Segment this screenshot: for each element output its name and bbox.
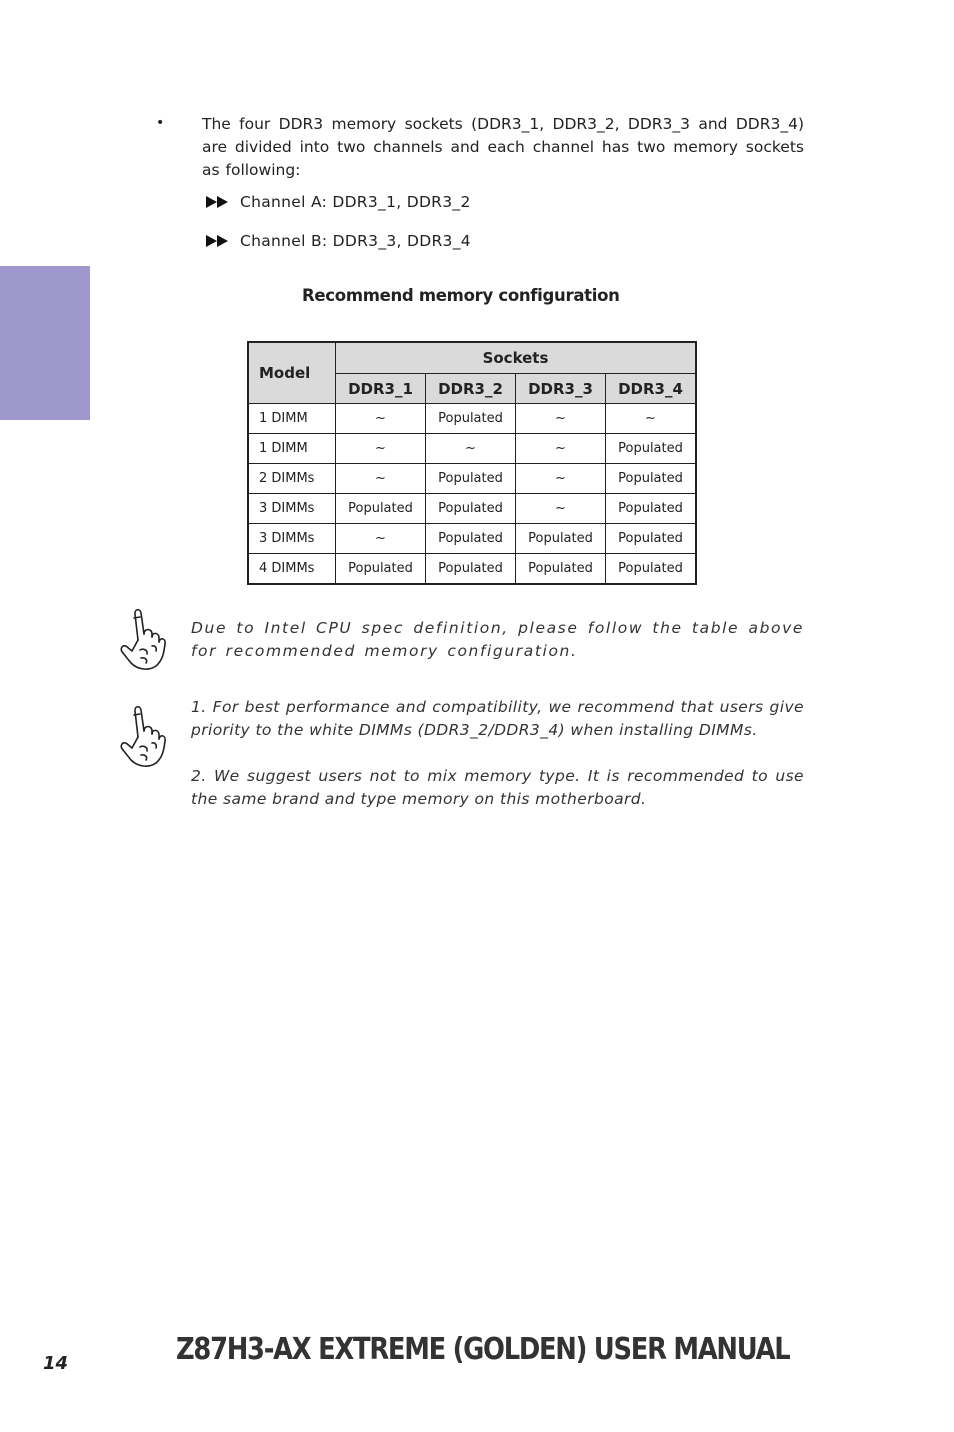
table-cell: ~ <box>516 434 606 464</box>
table-cell: Populated <box>516 524 606 554</box>
memory-config-table <box>247 341 697 585</box>
column-header: DDR3_4 <box>606 374 697 404</box>
table-cell: Populated <box>606 554 697 585</box>
table-row <box>248 554 696 585</box>
table-title: Recommend memory configuration <box>302 286 620 305</box>
table-cell: Populated <box>606 464 697 494</box>
table-row <box>248 494 696 524</box>
table-cell: ~ <box>336 434 426 464</box>
note-mix-memory: 2. We suggest users not to mix memory type. It is recommended to use the same brand and type memory on this motherboard. <box>191 767 804 808</box>
bullet-icon: • <box>156 115 165 131</box>
note-intel-spec: Due to Intel CPU spec definition, please follow the table above for recommended memory configuration. <box>191 619 804 660</box>
row-model: 3 DIMMs <box>248 494 336 524</box>
column-header: DDR3_3 <box>516 374 606 404</box>
table-cell: Populated <box>426 494 516 524</box>
channel-b-text: Channel B: DDR3_3, DDR3_4 <box>240 232 471 250</box>
channel-a-line <box>206 193 471 211</box>
table-cell: Populated <box>606 524 697 554</box>
row-model: 1 DIMM <box>248 434 336 464</box>
table-cell: ~ <box>426 434 516 464</box>
manual-title: Z87H3-AX EXTREME (GOLDEN) USER MANUAL <box>176 1332 790 1367</box>
table-row <box>248 404 696 434</box>
table-cell: ~ <box>516 494 606 524</box>
table-cell: ~ <box>336 464 426 494</box>
sockets-header: Sockets <box>336 342 697 374</box>
double-arrow-icon <box>206 235 228 247</box>
table-cell: ~ <box>516 464 606 494</box>
pointing-hand-icon <box>118 606 172 672</box>
table-cell: Populated <box>606 434 697 464</box>
row-model: 1 DIMM <box>248 404 336 434</box>
table-cell: ~ <box>606 404 697 434</box>
table-cell: Populated <box>516 554 606 585</box>
table-cell: Populated <box>426 524 516 554</box>
intro-text: The four DDR3 memory sockets (DDR3_1, DDR3_2, DDR3_3 and DDR3_4) are divided into two channels and each channel has two memory sockets as following: <box>202 115 804 179</box>
table-row <box>248 524 696 554</box>
row-model: 2 DIMMs <box>248 464 336 494</box>
note-white-dimms: 1. For best performance and compatibility, we recommend that users give priority to the white DIMMs (DDR3_2/DDR3_4) when installing DIMMs. <box>191 698 804 739</box>
table-cell: ~ <box>516 404 606 434</box>
double-arrow-icon <box>206 196 228 208</box>
table-row <box>248 464 696 494</box>
pointing-hand-icon <box>118 703 172 769</box>
intro-bullet <box>156 113 804 182</box>
column-header: DDR3_1 <box>336 374 426 404</box>
channel-a-text: Channel A: DDR3_1, DDR3_2 <box>240 193 471 211</box>
table-cell: Populated <box>336 494 426 524</box>
column-header: DDR3_2 <box>426 374 516 404</box>
table-cell: Populated <box>606 494 697 524</box>
table-cell: Populated <box>426 464 516 494</box>
table-cell: Populated <box>426 404 516 434</box>
side-tab-marker <box>0 266 90 420</box>
table-cell: Populated <box>426 554 516 585</box>
table-cell: Populated <box>336 554 426 585</box>
table-row <box>248 434 696 464</box>
channel-b-line <box>206 232 471 250</box>
table-cell: ~ <box>336 524 426 554</box>
row-model: 3 DIMMs <box>248 524 336 554</box>
page-number: 14 <box>43 1353 69 1374</box>
row-model: 4 DIMMs <box>248 554 336 585</box>
model-header: Model <box>248 342 336 404</box>
table-cell: ~ <box>336 404 426 434</box>
